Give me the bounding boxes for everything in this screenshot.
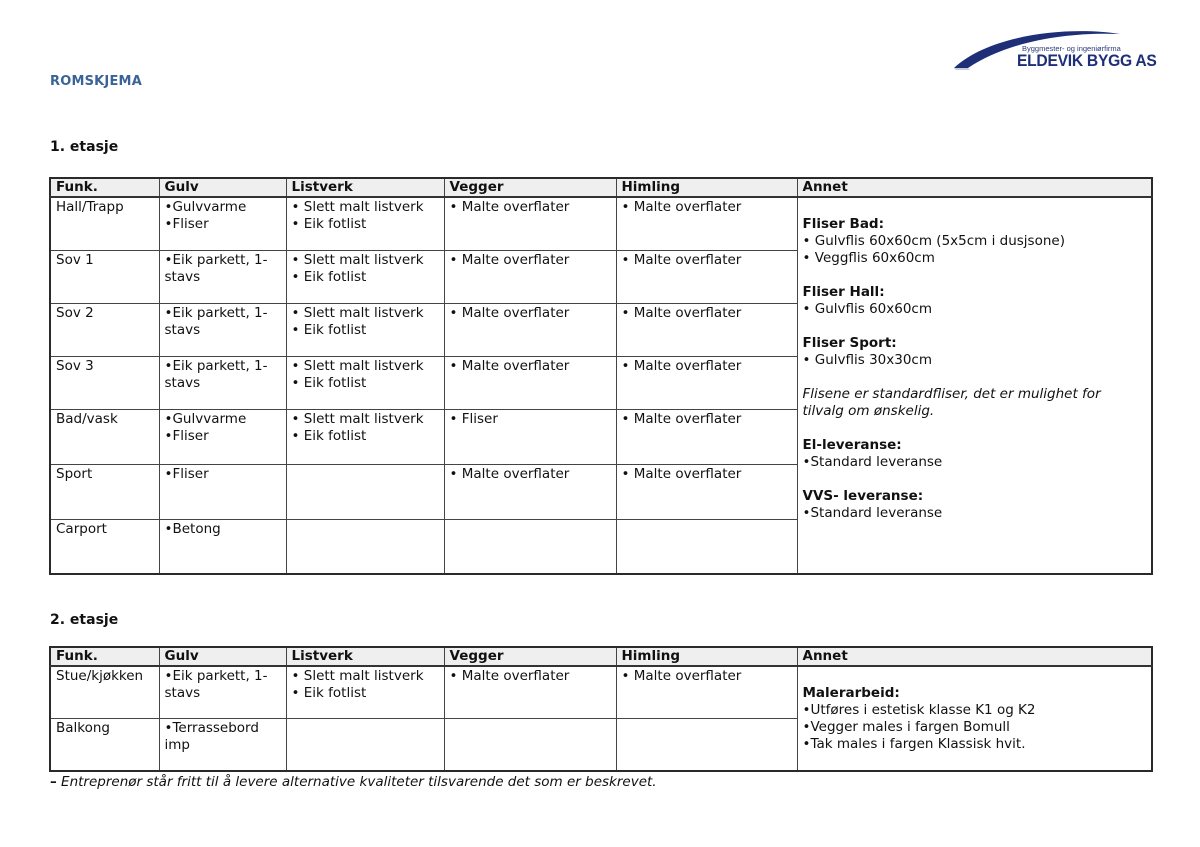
header-vegger: Vegger	[444, 178, 616, 197]
listverk-item: • Eik fotlist	[291, 374, 367, 391]
annet-item: • Gulvflis 30x30cm	[802, 352, 933, 368]
logo-name: ELDEVIK BYGG AS	[1017, 51, 1157, 70]
room-name-cell: Sov 3	[50, 356, 159, 409]
room-name-cell: Hall/Trapp	[50, 197, 159, 250]
gulv-cell	[159, 303, 286, 356]
header-funk: Funk.	[50, 647, 159, 666]
header-gulv: Gulv	[159, 647, 286, 666]
header-annet: Annet	[797, 647, 1152, 666]
vegger-item: • Fliser	[449, 410, 498, 427]
himling-cell	[616, 666, 797, 718]
gulv-item: •Eik parkett, 1-	[164, 357, 268, 374]
vegger-item: • Malte overflater	[449, 199, 570, 215]
vegger-cell	[444, 250, 616, 303]
listverk-cell	[286, 250, 444, 303]
vegger-cell	[444, 409, 616, 464]
annet-section-title: Fliser Sport:	[802, 335, 897, 351]
floor2-room-table	[49, 646, 1153, 772]
himling-cell	[616, 356, 797, 409]
gulv-cell	[159, 356, 286, 409]
room-name-cell: Balkong	[50, 718, 159, 771]
annet-section-title: Fliser Bad:	[802, 216, 884, 232]
annet-item: •Vegger males i fargen Bomull	[802, 719, 1010, 735]
header-gulv: Gulv	[159, 178, 286, 197]
listverk-item: • Slett malt listverk	[291, 410, 424, 427]
gulv-cell	[159, 519, 286, 574]
annet-note: Flisene er standardfliser, det er mulighet for tilvalg om ønskelig.	[802, 386, 1101, 419]
annet-item: •Tak males i fargen Klassisk hvit.	[802, 736, 1026, 752]
room-name-cell: Sov 2	[50, 303, 159, 356]
gulv-item: •Gulvvarme	[164, 410, 247, 427]
gulv-item: •Fliser	[164, 465, 209, 482]
gulv-cell	[159, 666, 286, 718]
header-annet: Annet	[797, 178, 1152, 197]
listverk-cell	[286, 666, 444, 718]
listverk-item: • Eik fotlist	[291, 268, 367, 285]
annet-section-title: El-leveranse:	[802, 437, 902, 453]
annet-item: • Gulvflis 60x60cm	[802, 301, 933, 317]
table-header-row	[50, 178, 1152, 197]
himling-item: • Malte overflater	[621, 251, 742, 268]
gulv-item: •Eik parkett, 1-	[164, 251, 268, 268]
vegger-item: • Malte overflater	[449, 465, 570, 482]
vegger-cell	[444, 464, 616, 519]
annet-section-title: Malerarbeid:	[802, 685, 900, 701]
gulv-cell	[159, 464, 286, 519]
gulv-item: •Terrassebord	[164, 719, 259, 736]
table-header-row	[50, 647, 1152, 666]
room-name-cell: Bad/vask	[50, 409, 159, 464]
listverk-item: • Slett malt listverk	[291, 199, 424, 215]
gulv-cell	[159, 409, 286, 464]
listverk-item: • Slett malt listverk	[291, 668, 424, 684]
footnote-dash: –	[50, 774, 57, 790]
gulv-item: •Fliser	[164, 216, 209, 232]
vegger-cell	[444, 303, 616, 356]
himling-cell	[616, 303, 797, 356]
annet-cell	[797, 197, 1152, 574]
document-title: ROMSKJEMA	[50, 74, 142, 89]
annet-item: • Gulvflis 60x60cm (5x5cm i dusjsone)	[802, 233, 1065, 249]
annet-item: •Standard leveranse	[802, 505, 943, 521]
listverk-cell	[286, 718, 444, 771]
header-himling: Himling	[616, 647, 797, 666]
header-listverk: Listverk	[286, 647, 444, 666]
table-row	[50, 666, 1152, 718]
listverk-item: • Eik fotlist	[291, 685, 367, 701]
annet-item: •Utføres i estetisk klasse K1 og K2	[802, 702, 1036, 718]
room-name-cell: Stue/kjøkken	[50, 666, 159, 718]
annet-cell	[797, 666, 1152, 771]
himling-item: • Malte overflater	[621, 668, 742, 684]
gulv-item: imp	[164, 736, 190, 753]
vegger-item: • Malte overflater	[449, 251, 570, 268]
listverk-item: • Slett malt listverk	[291, 304, 424, 321]
listverk-cell	[286, 519, 444, 574]
table-row	[50, 197, 1152, 250]
annet-section-title: VVS- leveranse:	[802, 488, 924, 504]
listverk-cell	[286, 303, 444, 356]
floor1-room-table	[49, 177, 1153, 575]
room-name-cell: Sov 1	[50, 250, 159, 303]
vegger-item: • Malte overflater	[449, 357, 570, 374]
himling-cell	[616, 519, 797, 574]
room-name-cell: Carport	[50, 519, 159, 574]
listverk-cell	[286, 356, 444, 409]
annet-section-title: Fliser Hall:	[802, 284, 885, 300]
room-name-cell: Sport	[50, 464, 159, 519]
header-himling: Himling	[616, 178, 797, 197]
gulv-item: •Fliser	[164, 427, 209, 444]
floor2-heading: 2. etasje	[50, 612, 119, 628]
annet-item: • Veggflis 60x60cm	[802, 250, 935, 266]
listverk-cell	[286, 197, 444, 250]
himling-item: • Malte overflater	[621, 357, 742, 374]
gulv-item: •Gulvvarme	[164, 199, 247, 215]
company-logo	[950, 26, 1155, 76]
floor1-heading: 1. etasje	[50, 139, 119, 155]
gulv-cell	[159, 197, 286, 250]
himling-item: • Malte overflater	[621, 410, 742, 427]
header-vegger: Vegger	[444, 647, 616, 666]
vegger-cell	[444, 666, 616, 718]
vegger-cell	[444, 197, 616, 250]
himling-cell	[616, 718, 797, 771]
header-listverk: Listverk	[286, 178, 444, 197]
listverk-item: • Eik fotlist	[291, 321, 367, 338]
header-funk: Funk.	[50, 178, 159, 197]
gulv-item: stavs	[164, 268, 201, 285]
gulv-item: stavs	[164, 321, 201, 338]
himling-item: • Malte overflater	[621, 199, 742, 215]
footnote	[50, 774, 657, 790]
gulv-cell	[159, 718, 286, 771]
gulv-cell	[159, 250, 286, 303]
footnote-text: Entreprenør står fritt til å levere alternative kvaliteter tilsvarende det som er beskrevet.	[56, 774, 657, 790]
himling-cell	[616, 409, 797, 464]
logo-subtitle: Byggmester- og ingeniørfirma	[1022, 44, 1121, 53]
himling-item: • Malte overflater	[621, 304, 742, 321]
vegger-item: • Malte overflater	[449, 668, 570, 684]
himling-item: • Malte overflater	[621, 465, 742, 482]
listverk-item: • Eik fotlist	[291, 427, 367, 444]
gulv-item: •Eik parkett, 1-	[164, 668, 268, 684]
listverk-cell	[286, 464, 444, 519]
vegger-cell	[444, 519, 616, 574]
listverk-cell	[286, 409, 444, 464]
listverk-item: • Slett malt listverk	[291, 357, 424, 374]
listverk-item: • Eik fotlist	[291, 216, 367, 232]
listverk-item: • Slett malt listverk	[291, 251, 424, 268]
gulv-item: stavs	[164, 374, 201, 391]
vegger-item: • Malte overflater	[449, 304, 570, 321]
vegger-cell	[444, 356, 616, 409]
gulv-item: •Eik parkett, 1-	[164, 304, 268, 321]
gulv-item: •Betong	[164, 520, 221, 537]
himling-cell	[616, 464, 797, 519]
annet-item: •Standard leveranse	[802, 454, 943, 470]
himling-cell	[616, 250, 797, 303]
gulv-item: stavs	[164, 685, 201, 701]
himling-cell	[616, 197, 797, 250]
vegger-cell	[444, 718, 616, 771]
